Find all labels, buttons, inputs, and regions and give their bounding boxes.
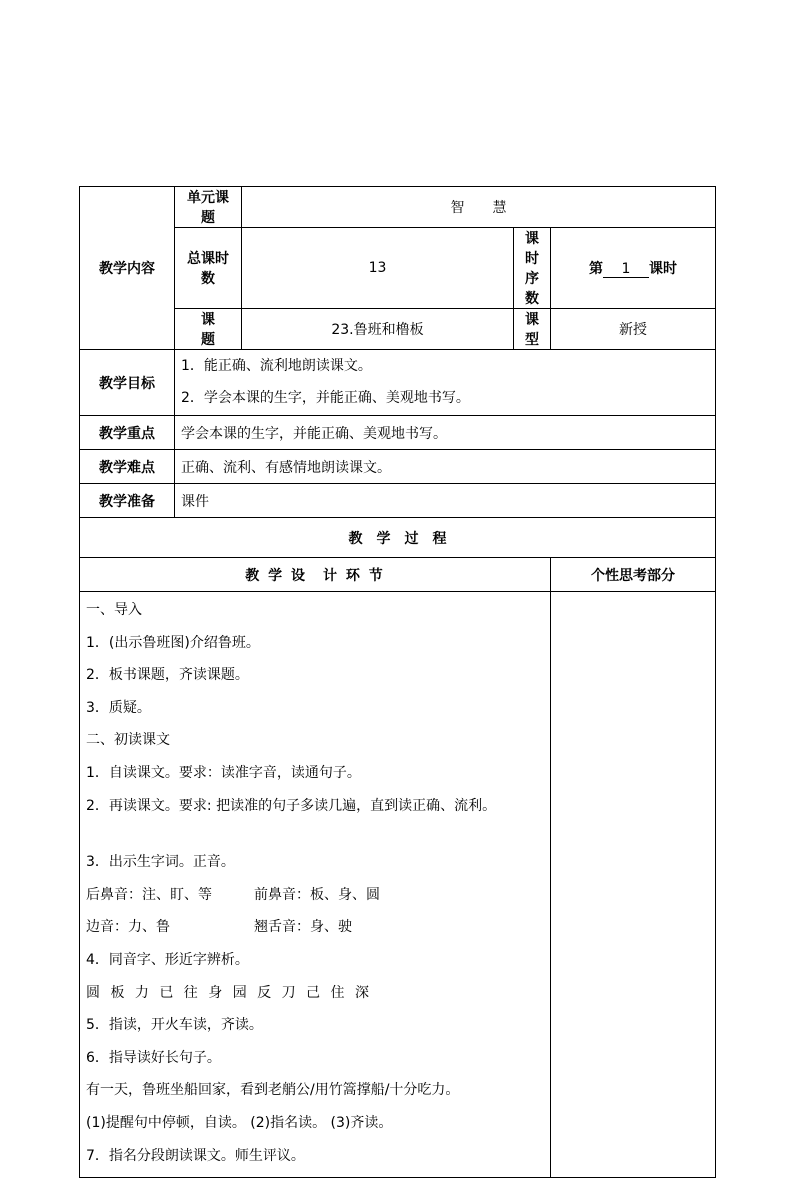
goals-label: 教学目标 — [80, 350, 175, 416]
process-line: 后鼻音：注、盯、等 前鼻音：板、身、圆 — [86, 886, 380, 903]
process-header-row — [80, 558, 716, 592]
total-row — [80, 228, 716, 309]
unit-row — [80, 187, 716, 228]
process-line: (1)提醒句中停顿，自读。 (2)指名读。 (3)齐读。 — [86, 1114, 393, 1131]
notes-header: 个性思考部分 — [551, 558, 716, 592]
process-body-row — [80, 592, 716, 1178]
process-line: 2．板书课题，齐读课题。 — [86, 667, 249, 684]
process-title: 教 学 过 程 — [80, 518, 716, 558]
preparation-row — [80, 484, 716, 518]
goal-item: 1．能正确、流利地朗读课文。 — [181, 358, 372, 374]
lesson-row — [80, 309, 716, 350]
lesson-plan-table — [79, 186, 716, 1178]
notes-content — [551, 592, 716, 1178]
process-line: 3．出示生字词。正音。 — [86, 854, 235, 871]
process-line: 2．再读课文。要求: 把读准的句子多读几遍，直到读正确、流利。 — [86, 797, 497, 814]
total-label: 总课时数 — [175, 228, 242, 309]
order-suffix: 课时 — [649, 261, 677, 277]
teaching-content-label: 教学内容 — [80, 187, 175, 350]
total-value: 13 — [242, 228, 514, 309]
process-line: 4．同音字、形近字辨析。 — [86, 951, 249, 968]
process-title-row — [80, 518, 716, 558]
process-line: 1．(出示鲁班图)介绍鲁班。 — [86, 634, 260, 651]
key-points-text: 学会本课的生字，并能正确、美观地书写。 — [175, 416, 716, 450]
unit-label: 单元课题 — [175, 187, 242, 228]
type-value: 新授 — [551, 309, 716, 350]
order-label: 课时序数 — [514, 228, 551, 309]
unit-value: 智 慧 — [242, 187, 716, 228]
goals-cell — [175, 350, 716, 416]
process-line: 3．质疑。 — [86, 699, 151, 716]
process-line: 6．指导读好长句子。 — [86, 1049, 221, 1066]
process-line: 一、导入 — [86, 602, 142, 618]
process-line: 有一天，鲁班坐船回家，看到老艄公/用竹篙撑船/十分吃力。 — [86, 1082, 460, 1099]
difficulties-row — [80, 450, 716, 484]
key-points-label: 教学重点 — [80, 416, 175, 450]
lesson-label: 课 题 — [175, 309, 242, 350]
difficulties-text: 正确、流利、有感情地朗读课文。 — [175, 450, 716, 484]
order-value: 1 — [603, 261, 649, 278]
lesson-value: 23.鲁班和橹板 — [242, 309, 514, 350]
goals-row — [80, 350, 716, 416]
blank-gap — [86, 822, 544, 846]
process-line: 二、初读课文 — [86, 732, 170, 749]
preparation-label: 教学准备 — [80, 484, 175, 518]
preparation-text: 课件 — [175, 484, 716, 518]
type-label: 课 型 — [514, 309, 551, 350]
key-points-row — [80, 416, 716, 450]
process-line: 圆 板 力 已 往 身 园 反 刀 己 住 深 — [86, 984, 372, 1001]
difficulties-label: 教学难点 — [80, 450, 175, 484]
design-content — [80, 592, 551, 1178]
process-line: 7．指名分段朗读课文。师生评议。 — [86, 1147, 305, 1164]
process-line: 边音：力、鲁 翘舌音：身、驶 — [86, 919, 352, 936]
process-line: 1．自读课文。要求：读准字音，读通句子。 — [86, 764, 361, 781]
order-value-cell — [551, 228, 716, 309]
order-prefix: 第 — [589, 261, 603, 277]
process-line: 5．指读，开火车读，齐读。 — [86, 1017, 263, 1034]
goal-item: 2．学会本课的生字，并能正确、美观地书写。 — [181, 390, 470, 406]
design-header: 教 学 设 计 环 节 — [80, 558, 551, 592]
